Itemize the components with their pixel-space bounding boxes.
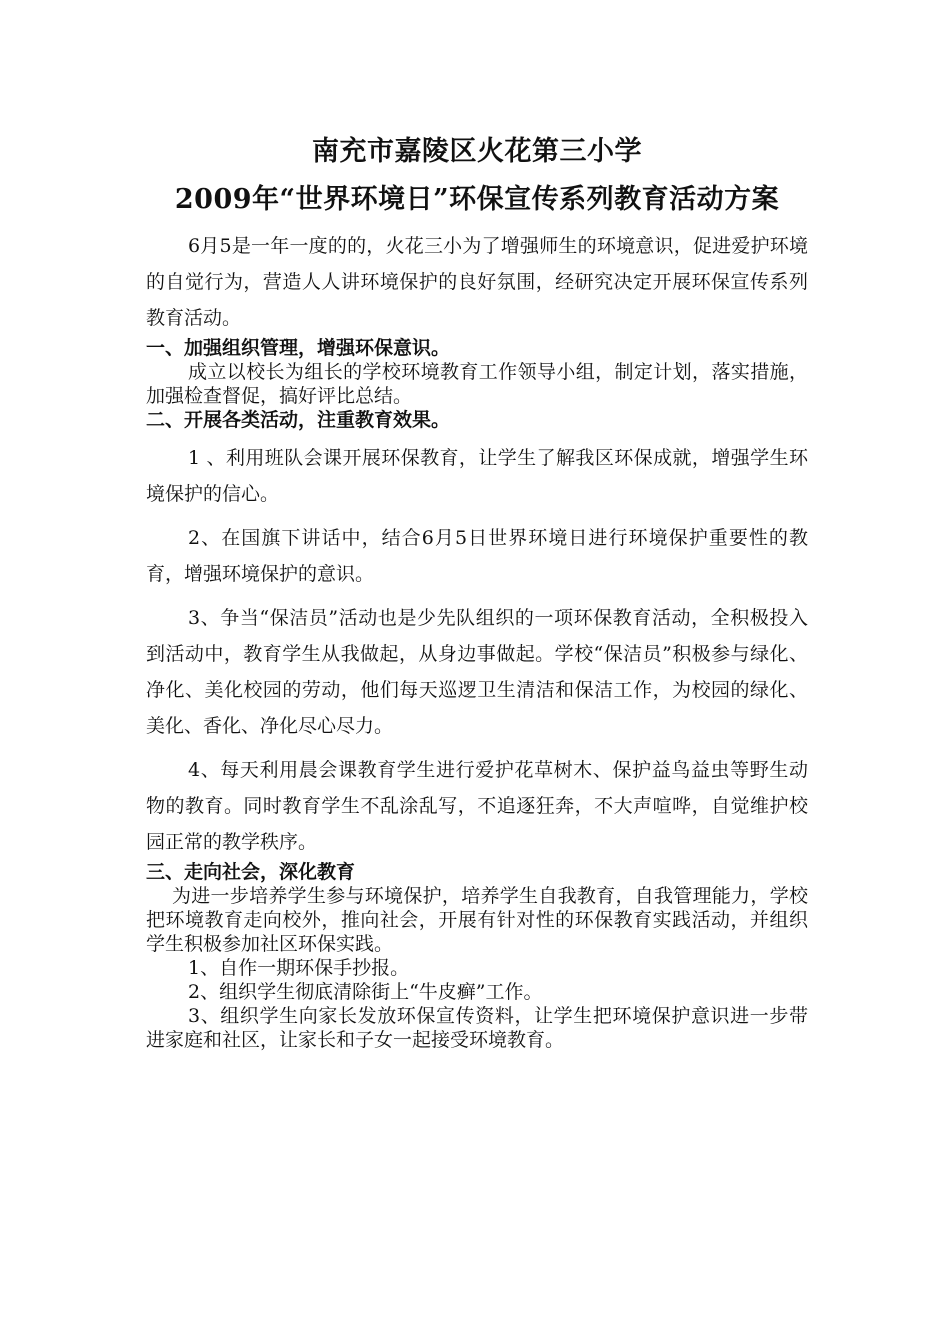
- section-2-item-2: 2、在国旗下讲话中，结合6月5日世界环境日进行环境保护重要性的教育，增强环境保护的意识。: [146, 527, 808, 585]
- section-2-item-3: 3、争当“保洁员”活动也是少先队组织的一项环保教育活动，全积极投入到活动中，教育学生从我做起，从身边事做起。学校“保洁员”积极参与绿化、净化、美化校园的劳动，他们每天巡逻卫生清洁和保洁工作，为校园的绿化、美化、香化、净化尽心尽力。: [146, 607, 808, 737]
- document-page: [146, 132, 808, 1052]
- document-title-plan: 2009年“世界环境日”环保宣传系列教育活动方案: [174, 184, 780, 215]
- section-2-item-4: 4、每天利用晨会课教育学生进行爱护花草树木、保护益鸟益虫等野生动物的教育。同时教育学生不乱涂乱写，不追逐狂奔，不大声喧哗，自觉维护校园正常的教学秩序。: [146, 759, 808, 853]
- section-heading-1: 一、加强组织管理，增强环保意识。: [146, 337, 451, 359]
- document-title-school: 南充市嘉陵区火花第三小学: [312, 136, 642, 167]
- section-heading-3: 三、走向社会，深化教育: [146, 861, 356, 883]
- section-3-item-3: 3、组织学生向家长发放环保宣传资料，让学生把环境保护意识进一步带进家庭和社区，让家长和子女一起接受环境教育。: [146, 1005, 808, 1051]
- section-2-item-1: 1 、利用班队会课开展环保教育，让学生了解我区环保成就，增强学生环境保护的信心。: [146, 447, 808, 505]
- section-1-paragraph-1: 成立以校长为组长的学校环境教育工作领导小组，制定计划，落实措施，加强检查督促，搞好评比总结。: [146, 361, 808, 407]
- section-3-paragraph-1: 为进一步培养学生参与环境保护，培养学生自我教育，自我管理能力，学校把环境教育走向校外，推向社会，开展有针对性的环保教育实践活动，并组织学生积极参加社区环保实践。: [146, 885, 808, 955]
- intro-paragraph: 6月5是一年一度的的，火花三小为了增强师生的环境意识，促进爱护环境的自觉行为，营造人人讲环境保护的良好氛围，经研究决定开展环保宣传系列教育活动。: [146, 235, 808, 329]
- section-3-item-1: 1、自作一期环保手抄报。: [188, 957, 410, 979]
- section-3-item-2: 2、组织学生彻底清除街上“牛皮癣”工作。: [188, 981, 543, 1003]
- section-heading-2: 二、开展各类活动，注重教育效果。: [146, 409, 451, 431]
